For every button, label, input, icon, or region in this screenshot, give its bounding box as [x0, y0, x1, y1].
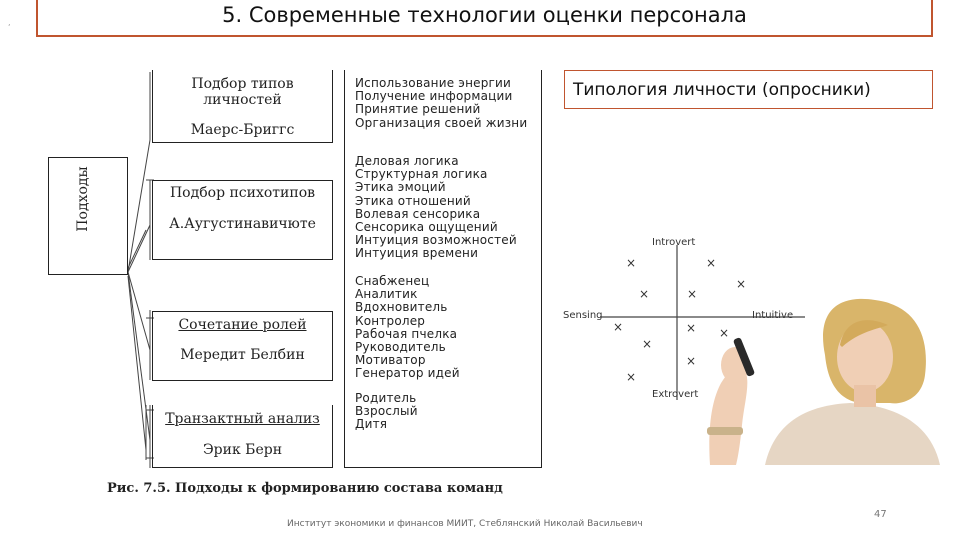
approach-title: Транзактный анализ — [165, 411, 320, 427]
approaches-box — [48, 157, 128, 275]
characteristics-group-4 — [355, 392, 418, 432]
approach-author: Мередит Белбин — [180, 347, 305, 363]
characteristics-group-3 — [355, 275, 460, 381]
approach-title: Подбор психотипов — [169, 185, 316, 201]
list-item: Аналитик — [355, 287, 418, 302]
corner-mark: , — [8, 18, 11, 27]
x-mark: × — [639, 287, 650, 301]
approach-author: Эрик Берн — [202, 442, 283, 458]
list-item: Организация своей жизни — [355, 115, 528, 130]
list-item: Родитель — [355, 391, 417, 405]
approach-author: Маерс-Бриггс — [190, 122, 295, 138]
list-item: Вдохновитель — [355, 300, 448, 315]
x-mark: × — [642, 337, 653, 351]
list-item: Мотиватор — [355, 353, 426, 368]
x-mark: × — [706, 256, 717, 270]
list-item: Рабочая пчелка — [355, 326, 458, 341]
list-item: Генератор идей — [355, 366, 460, 381]
x-mark: × — [626, 256, 637, 270]
typology-label: Типология личности (опросники) — [573, 80, 871, 100]
footer-text: Институт экономики и финансов МИИТ, Стеблянский Николай Васильевич — [287, 519, 643, 529]
x-mark: × — [686, 321, 697, 335]
list-item: Контролер — [355, 313, 426, 328]
approach-author: А.Аугустинавичюте — [169, 216, 316, 232]
page-number: 47 — [874, 509, 887, 520]
list-item: Сенсорика ощущений — [355, 220, 498, 235]
list-item: Этика эмоций — [355, 180, 446, 195]
list-item: Волевая сенсорика — [355, 206, 481, 221]
characteristics-group-1 — [355, 77, 527, 130]
approach-title: Сочетание ролей — [178, 317, 307, 333]
approach-box-socionics — [152, 180, 333, 260]
list-item: Дитя — [355, 417, 388, 432]
list-item: Этика отношений — [355, 193, 471, 208]
list-item: Получение информации — [355, 89, 513, 104]
x-mark: × — [626, 370, 637, 384]
typology-box — [564, 70, 933, 109]
presenter-illustration — [707, 299, 940, 465]
axis-top-label: Introvert — [652, 237, 696, 248]
approach-box-belbin — [152, 311, 333, 381]
typology-illustration — [560, 225, 940, 465]
list-item: Руководитель — [355, 340, 446, 355]
list-item: Интуиция времени — [355, 246, 479, 261]
list-item: Взрослый — [355, 404, 418, 419]
axis-right-label: Intuitive — [752, 310, 794, 321]
x-mark: × — [687, 287, 698, 301]
approaches-label: Подходы — [75, 166, 91, 232]
approach-box-mbti — [152, 70, 333, 143]
characteristics-group-2 — [355, 155, 517, 261]
x-mark: × — [719, 326, 730, 340]
axis-left-label: Sensing — [563, 310, 603, 321]
approach-box-transactional — [152, 405, 333, 468]
list-item: Структурная логика — [355, 167, 488, 182]
list-item: Интуиция возможностей — [355, 233, 517, 248]
list-item: Деловая логика — [355, 154, 459, 168]
x-mark: × — [686, 354, 697, 368]
axis-bottom-label: Extrovert — [652, 389, 699, 400]
x-mark: × — [736, 277, 747, 291]
list-item: Снабженец — [355, 274, 430, 288]
slide-title: 5. Современные технологии оценки персонала — [222, 3, 747, 27]
x-mark: × — [613, 320, 624, 334]
list-item: Принятие решений — [355, 102, 481, 117]
approach-title: Подбор типов личностей — [191, 76, 294, 108]
figure-caption: Рис. 7.5. Подходы к формированию состава команд — [107, 481, 503, 496]
list-item: Использование энергии — [355, 76, 512, 90]
